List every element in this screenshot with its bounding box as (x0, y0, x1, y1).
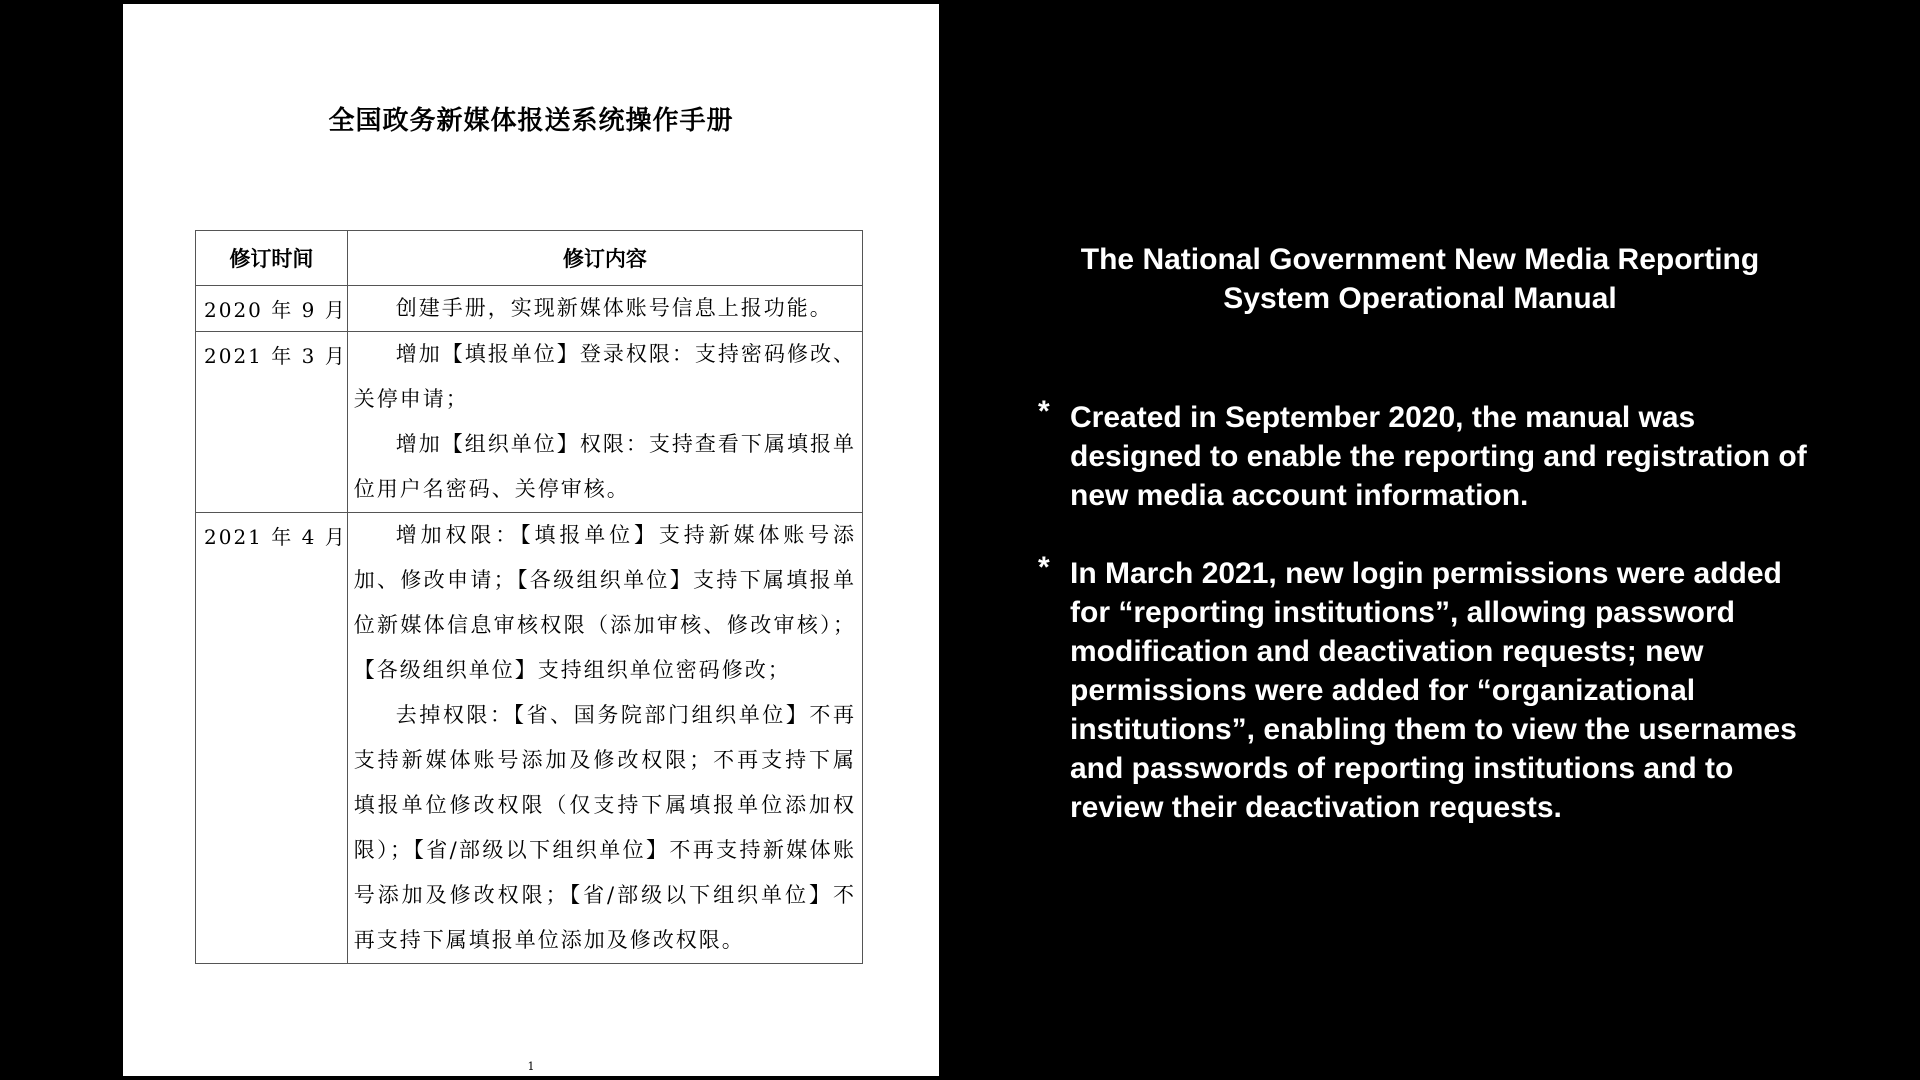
table-header-row (196, 231, 863, 286)
revision-content (347, 513, 862, 964)
summary-bullet-text: In March 2021, new login permissions were added for “reporting institutions”, allowing password modification and deactivation requests; new permissions were added for “organizational institutions”, enabling them to view the usernames and passwords of reporting institutions and to review their deactivation requests. (1070, 557, 1797, 824)
summary-panel (1030, 240, 1830, 866)
revision-content (347, 286, 862, 332)
revision-date: 2021 年 3 月 (196, 332, 348, 513)
asterisk-icon: * (1038, 395, 1050, 428)
summary-title: The National Government New Media Reporting System Operational Manual (1080, 243, 1760, 315)
page-number: 1 (527, 1060, 535, 1073)
revision-date: 2021 年 4 月 (196, 513, 348, 964)
revision-paragraph: 创建手册，实现新媒体账号信息上报功能。 (395, 296, 833, 320)
asterisk-icon: * (1038, 551, 1050, 584)
document-page (123, 4, 939, 1076)
header-revision-content: 修订内容 (347, 231, 862, 286)
table-row (196, 513, 863, 964)
summary-bullet-text: Created in September 2020, the manual was designed to enable the reporting and registration of new media account information. (1070, 401, 1807, 512)
table-row (196, 286, 863, 332)
header-revision-time: 修订时间 (196, 231, 348, 286)
revision-content (347, 332, 862, 513)
table-row (196, 332, 863, 513)
revision-date: 2020 年 9 月 (196, 286, 348, 332)
document-title: 全国政务新媒体报送系统操作手册 (328, 106, 734, 136)
revision-table (195, 230, 863, 964)
revision-paragraph: 增加【组织单位】权限：支持查看下属填报单位用户名密码、关停审核。 (353, 432, 856, 501)
summary-bullet (1030, 395, 1820, 515)
summary-bullet-list (1030, 395, 1830, 827)
revision-paragraph: 增加权限：【填报单位】支持新媒体账号添加、修改申请；【各级组织单位】支持下属填报单位新媒体信息审核权限（添加审核、修改审核）；【各级组织单位】支持组织单位密码修改； (353, 523, 856, 682)
summary-bullet (1030, 551, 1820, 827)
revision-paragraph: 去掉权限：【省、国务院部门组织单位】不再支持新媒体账号添加及修改权限；不再支持下属填报单位修改权限（仅支持下属填报单位添加权限）；【省/部级以下组织单位】不再支持新媒体账号添加及修改权限；【省/部级以下组织单位】不再支持下属填报单位添加及修改权限。 (353, 703, 856, 952)
revision-paragraph: 增加【填报单位】登录权限：支持密码修改、关停申请； (353, 342, 856, 411)
